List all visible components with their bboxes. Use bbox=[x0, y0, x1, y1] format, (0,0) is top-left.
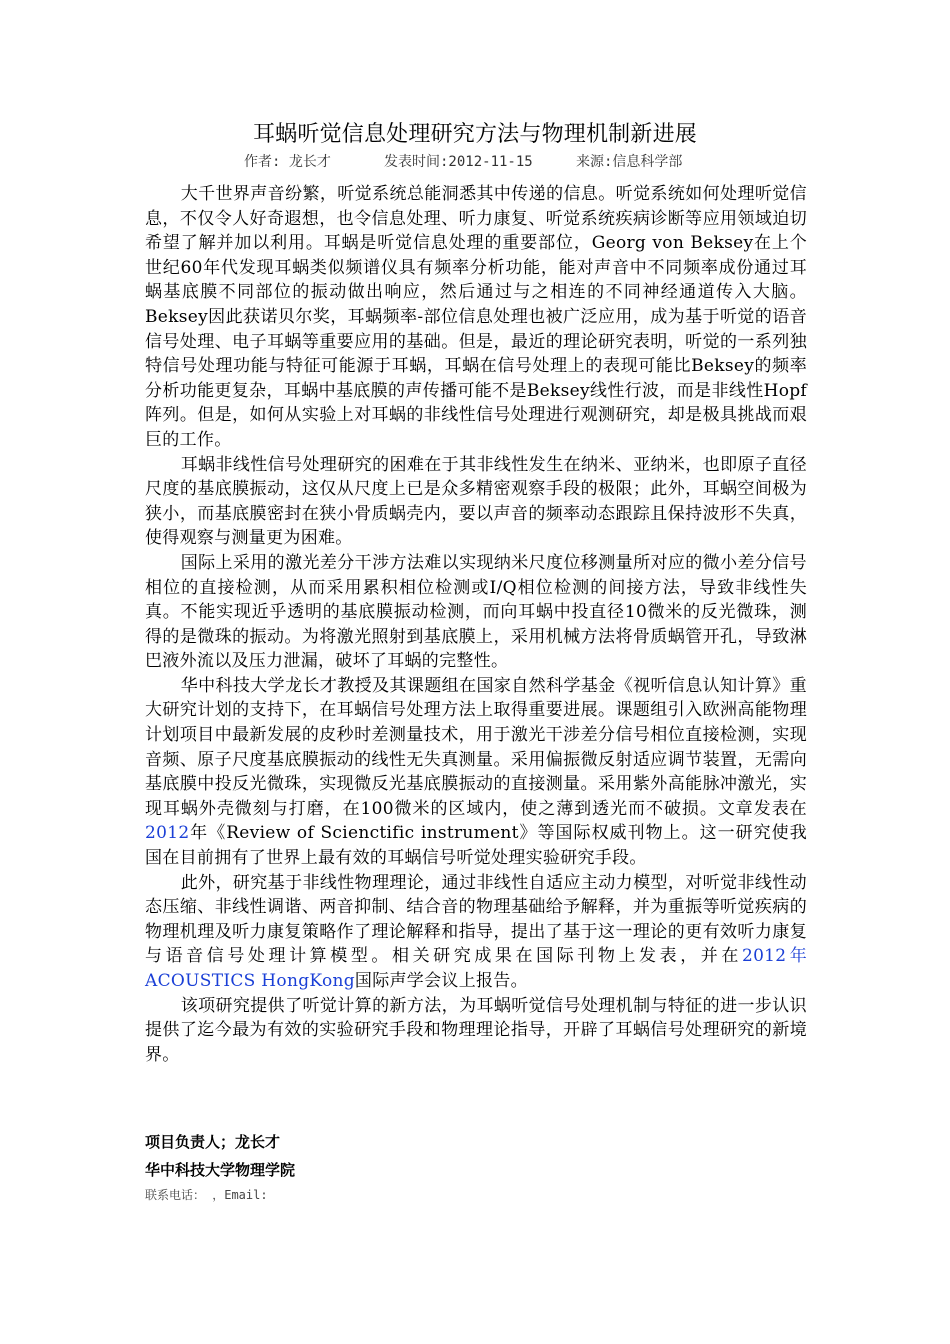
institution: 华中科技大学物理学院 bbox=[145, 1161, 296, 1179]
project-leader: 项目负责人；龙长才 bbox=[145, 1133, 281, 1151]
paragraph: 耳蜗非线性信号处理研究的困难在于其非线性发生在纳米、亚纳米，也即原子直径尺度的基底膜振动，这仅从尺度上已是众多精密观察手段的极限；此外，耳蜗空间极为狭小，而基底膜密封在狭小骨质蜗壳内，要以声音的频率动态跟踪且保持波形不失真，使得观察与测量更为困难。 bbox=[145, 454, 807, 549]
article-date: 发表时间:2012-11-15 bbox=[384, 154, 533, 170]
paragraph: 大千世界声音纷繁，听觉系统总能洞悉其中传递的信息。听觉系统如何处理听觉信息，不仅令人好奇遐想，也令信息处理、听力康复、听觉系统疾病诊断等应用领域迫切希望了解并加以利用。耳蜗是听觉信息处理的重要部位，Georg von Beksey在上个世纪60年代发现耳蜗类似频谱仪具有频率分析功能，能对声音中不同频率成份通过耳蜗基底膜不同部位的振动做出响应，然后通过与之相连的不同神经通道传入大脑。Beksey因此获诺贝尔奖，耳蜗频率-部位信息处理也被广泛应用，成为基于听觉的语音信号处理、电子耳蜗等重要应用的基础。但是，最近的理论研究表明，听觉的一系列独特信号处理功能与特征可能源于耳蜗，耳蜗在信号处理上的表现可能比Beksey的频率分析功能更复杂，耳蜗中基底膜的声传播可能不是Beksey线性行波，而是非线性Hopf阵列。但是，如何从实验上对耳蜗的非线性信号处理进行观测研究，却是极具挑战而艰巨的工作。 bbox=[145, 184, 807, 450]
article-title: 耳蜗听觉信息处理研究方法与物理机制新进展 bbox=[252, 122, 697, 147]
paragraph: 华中科技大学龙长才教授及其课题组在国家自然科学基金《视听信息认知计算》重大研究计划的支持下，在耳蜗信号处理方法上取得重要进展。课题组引入欧洲高能物理计划项目中最新发展的皮秒时差测量技术，用于激光干涉差分信号相位直接检测，实现音频、原子尺度基底膜振动的线性无失真测量。采用偏振微反射适应调节装置，无需向基底膜中投反光微珠，实现微反光基底膜振动的直接测量。采用紫外高能脉冲激光，实现耳蜗外壳微刻与打磨，在100微米的区域内，使之薄到透光而不破损。文章发表在2012年《Review of Scienctific instrument》等国际权威刊物上。这一研究使我国在目前拥有了世界上最有效的耳蜗信号听觉处理实验研究手段。 bbox=[145, 675, 807, 869]
conference-link[interactable]: 2012年ACOUSTICS HongKong bbox=[145, 946, 808, 991]
paragraph: 此外，研究基于非线性物理理论，通过非线性自适应主动力模型，对听觉非线性动态压缩、非线性调谐、两音抑制、结合音的物理基础给予解释，并为重振等听觉疾病的物理机理及听力康复策略作了理论解释和指导，提出了基于这一理论的更有效听力康复与语音信号处理计算模型。相关研究成果在国际刊物上发表，并在2012年ACOUSTICS HongKong国际声学会议上报告。 bbox=[145, 872, 808, 991]
article-author: 作者: 龙长才 bbox=[244, 154, 331, 170]
paragraph: 该项研究提供了听觉计算的新方法，为耳蜗听觉信号处理机制与特征的进一步认识提供了迄今最为有效的实验研究手段和物理理论指导，开辟了耳蜗信号处理研究的新境界。 bbox=[145, 995, 807, 1065]
article-meta bbox=[244, 150, 682, 174]
paragraph: 国际上采用的激光差分干涉方法难以实现纳米尺度位移测量所对应的微小差分信号相位的直接检测，从而采用累积相位检测或I/Q相位检测的间接方法，导致非线性失真。不能实现近乎透明的基底膜振动检测，而向耳蜗中投直径10微米的反光微珠，测得的是微珠的振动。为将激光照射到基底膜上，采用机械方法将骨质蜗管开孔，导致淋巴液外流以及压力泄漏，破坏了耳蜗的完整性。 bbox=[145, 552, 807, 672]
article-footer bbox=[145, 1128, 807, 1206]
year-link[interactable]: 2012 bbox=[145, 823, 190, 844]
contact-info: 联系电话： ，Email: bbox=[145, 1188, 268, 1202]
article-source: 来源:信息科学部 bbox=[576, 154, 683, 170]
article-body bbox=[145, 182, 807, 1067]
